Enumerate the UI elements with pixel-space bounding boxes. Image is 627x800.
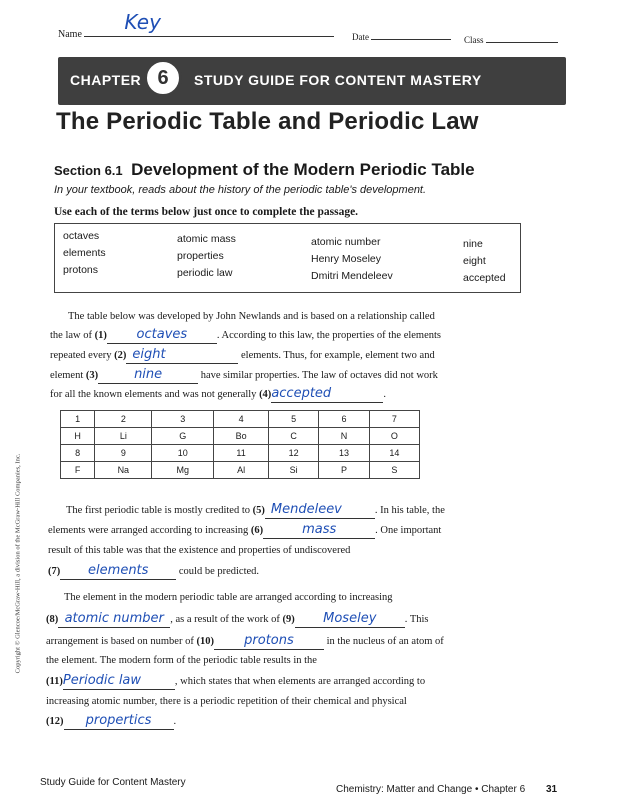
date-line bbox=[352, 32, 451, 42]
date-field[interactable] bbox=[371, 39, 451, 40]
table-cell: 10 bbox=[152, 445, 214, 462]
word-bank bbox=[54, 223, 521, 293]
word-bank-term: atomic mass bbox=[177, 233, 236, 245]
newlands-octaves-table bbox=[60, 410, 420, 479]
blank-3[interactable]: nine bbox=[98, 368, 198, 384]
table-cell: 4 bbox=[214, 411, 269, 428]
word-bank-term: atomic number bbox=[311, 236, 381, 248]
table-cell: N bbox=[319, 428, 369, 445]
table-cell: Li bbox=[95, 428, 152, 445]
table-cell: 6 bbox=[319, 411, 369, 428]
passage-3-line-5: (11)Periodic law , which states that when elements are arranged according to bbox=[46, 673, 426, 688]
table-cell: 9 bbox=[95, 445, 152, 462]
table-cell: O bbox=[369, 428, 419, 445]
table-cell: F bbox=[61, 462, 95, 479]
passage-1-line-2: the law of (1) octaves . According to this law, the properties of the elements bbox=[50, 327, 442, 342]
word-bank-term: accepted bbox=[463, 272, 506, 284]
name-field[interactable] bbox=[84, 10, 334, 37]
word-bank-term: properties bbox=[177, 250, 224, 262]
table-cell: Al bbox=[214, 462, 269, 479]
class-line bbox=[464, 35, 558, 45]
table-cell: 3 bbox=[152, 411, 214, 428]
name-line bbox=[58, 10, 334, 40]
blank-12[interactable]: propertics bbox=[64, 714, 174, 730]
table-cell: Na bbox=[95, 462, 152, 479]
word-bank-term: Dmitri Mendeleev bbox=[311, 270, 393, 282]
class-field[interactable] bbox=[486, 42, 558, 43]
section-heading bbox=[54, 160, 475, 180]
word-bank-term: periodic law bbox=[177, 267, 233, 279]
table-row bbox=[61, 445, 420, 462]
footer-right: Chemistry: Matter and Change • Chapter 6 bbox=[336, 784, 526, 795]
passage-1-line-5: for all the known elements and was not generally (4)accepted . bbox=[50, 386, 386, 401]
passage-1-line-3: repeated every (2) eight elements. Thus, for example, element two and bbox=[50, 347, 435, 362]
word-bank-term: nine bbox=[463, 238, 483, 250]
passage-2-line-1: The first periodic table is mostly credited to (5) Mendeleev . In his table, the bbox=[66, 502, 445, 517]
word-bank-term: elements bbox=[63, 247, 106, 259]
table-cell: 8 bbox=[61, 445, 95, 462]
table-cell: 1 bbox=[61, 411, 95, 428]
blank-5[interactable]: Mendeleev bbox=[265, 503, 375, 519]
date-label: Date bbox=[352, 32, 369, 42]
blank-8[interactable]: atomic number bbox=[58, 612, 170, 628]
passage-2-line-3: result of this table was that the existence and properties of undiscovered bbox=[48, 545, 351, 556]
passage-3-line-6: increasing atomic number, there is a periodic repetition of their chemical and physical bbox=[46, 696, 407, 707]
table-cell: 5 bbox=[269, 411, 319, 428]
passage-3-line-2: (8) atomic number , as a result of the work of (9) Moseley . This bbox=[46, 611, 429, 626]
page-number: 31 bbox=[546, 784, 558, 795]
passage-2-line-4: (7) elements could be predicted. bbox=[48, 563, 260, 578]
table-cell: G bbox=[152, 428, 214, 445]
section-subtitle: In your textbook, reads about the history of the periodic table's development. bbox=[54, 184, 427, 196]
class-label: Class bbox=[464, 35, 484, 45]
table-cell: C bbox=[269, 428, 319, 445]
blank-6[interactable]: mass bbox=[263, 523, 375, 539]
table-cell: 7 bbox=[369, 411, 419, 428]
table-row bbox=[61, 462, 420, 479]
passage-3-line-7: (12) propertics . bbox=[46, 713, 177, 728]
instructions: Use each of the terms below just once to complete the passage. bbox=[54, 206, 359, 218]
table-row bbox=[61, 411, 420, 428]
word-bank-term: protons bbox=[63, 264, 99, 276]
blank-4[interactable]: accepted bbox=[271, 387, 383, 403]
passage-2-line-2: elements were arranged according to increasing (6) mass . One important bbox=[48, 522, 442, 537]
table-cell: S bbox=[369, 462, 419, 479]
table-cell: 13 bbox=[319, 445, 369, 462]
word-bank-term: octaves bbox=[63, 230, 100, 242]
section-title: Development of the Modern Periodic Table bbox=[131, 160, 475, 179]
passage-3-line-3: arrangement is based on number of (10) protons in the nucleus of an atom of bbox=[46, 633, 444, 648]
table-cell: Bo bbox=[214, 428, 269, 445]
footer-left: Study Guide for Content Mastery bbox=[40, 777, 186, 788]
page-title: The Periodic Table and Periodic Law bbox=[56, 108, 479, 135]
table-cell: Mg bbox=[152, 462, 214, 479]
table-cell: Si bbox=[269, 462, 319, 479]
blank-9[interactable]: Moseley bbox=[295, 612, 405, 628]
table-cell: 11 bbox=[214, 445, 269, 462]
chapter-number-badge: 6 bbox=[144, 59, 182, 97]
chapter-label: CHAPTER bbox=[70, 72, 142, 88]
table-cell: 2 bbox=[95, 411, 152, 428]
blank-1[interactable]: octaves bbox=[107, 328, 217, 344]
passage-1-line-4: element (3) nine have similar properties. The law of octaves did not work bbox=[50, 367, 438, 382]
blank-7[interactable]: elements bbox=[60, 564, 176, 580]
passage-3-line-4: the element. The modern form of the periodic table results in the bbox=[46, 655, 317, 666]
blank-2[interactable]: eight bbox=[126, 348, 238, 364]
copyright-notice: Copyright © Glencoe/McGraw-Hill, a division of the McGraw-Hill Companies, Inc. bbox=[14, 453, 22, 674]
passage-3-line-1: The element in the modern periodic table are arranged according to increasing bbox=[64, 592, 393, 603]
table-cell: 14 bbox=[369, 445, 419, 462]
blank-10[interactable]: protons bbox=[214, 634, 324, 650]
table-cell: P bbox=[319, 462, 369, 479]
table-cell: 12 bbox=[269, 445, 319, 462]
blank-11[interactable]: Periodic law bbox=[63, 674, 175, 690]
word-bank-term: eight bbox=[463, 255, 486, 267]
passage-1-line-1: The table below was developed by John Newlands and is based on a relationship called bbox=[68, 311, 435, 322]
section-number: Section 6.1 bbox=[54, 163, 123, 178]
study-guide-label: STUDY GUIDE FOR CONTENT MASTERY bbox=[194, 72, 482, 88]
chapter-banner bbox=[58, 57, 566, 105]
word-bank-term: Henry Moseley bbox=[311, 253, 382, 265]
name-label: Name bbox=[58, 29, 82, 40]
table-row bbox=[61, 428, 420, 445]
name-value: Key bbox=[124, 10, 161, 34]
table-cell: H bbox=[61, 428, 95, 445]
